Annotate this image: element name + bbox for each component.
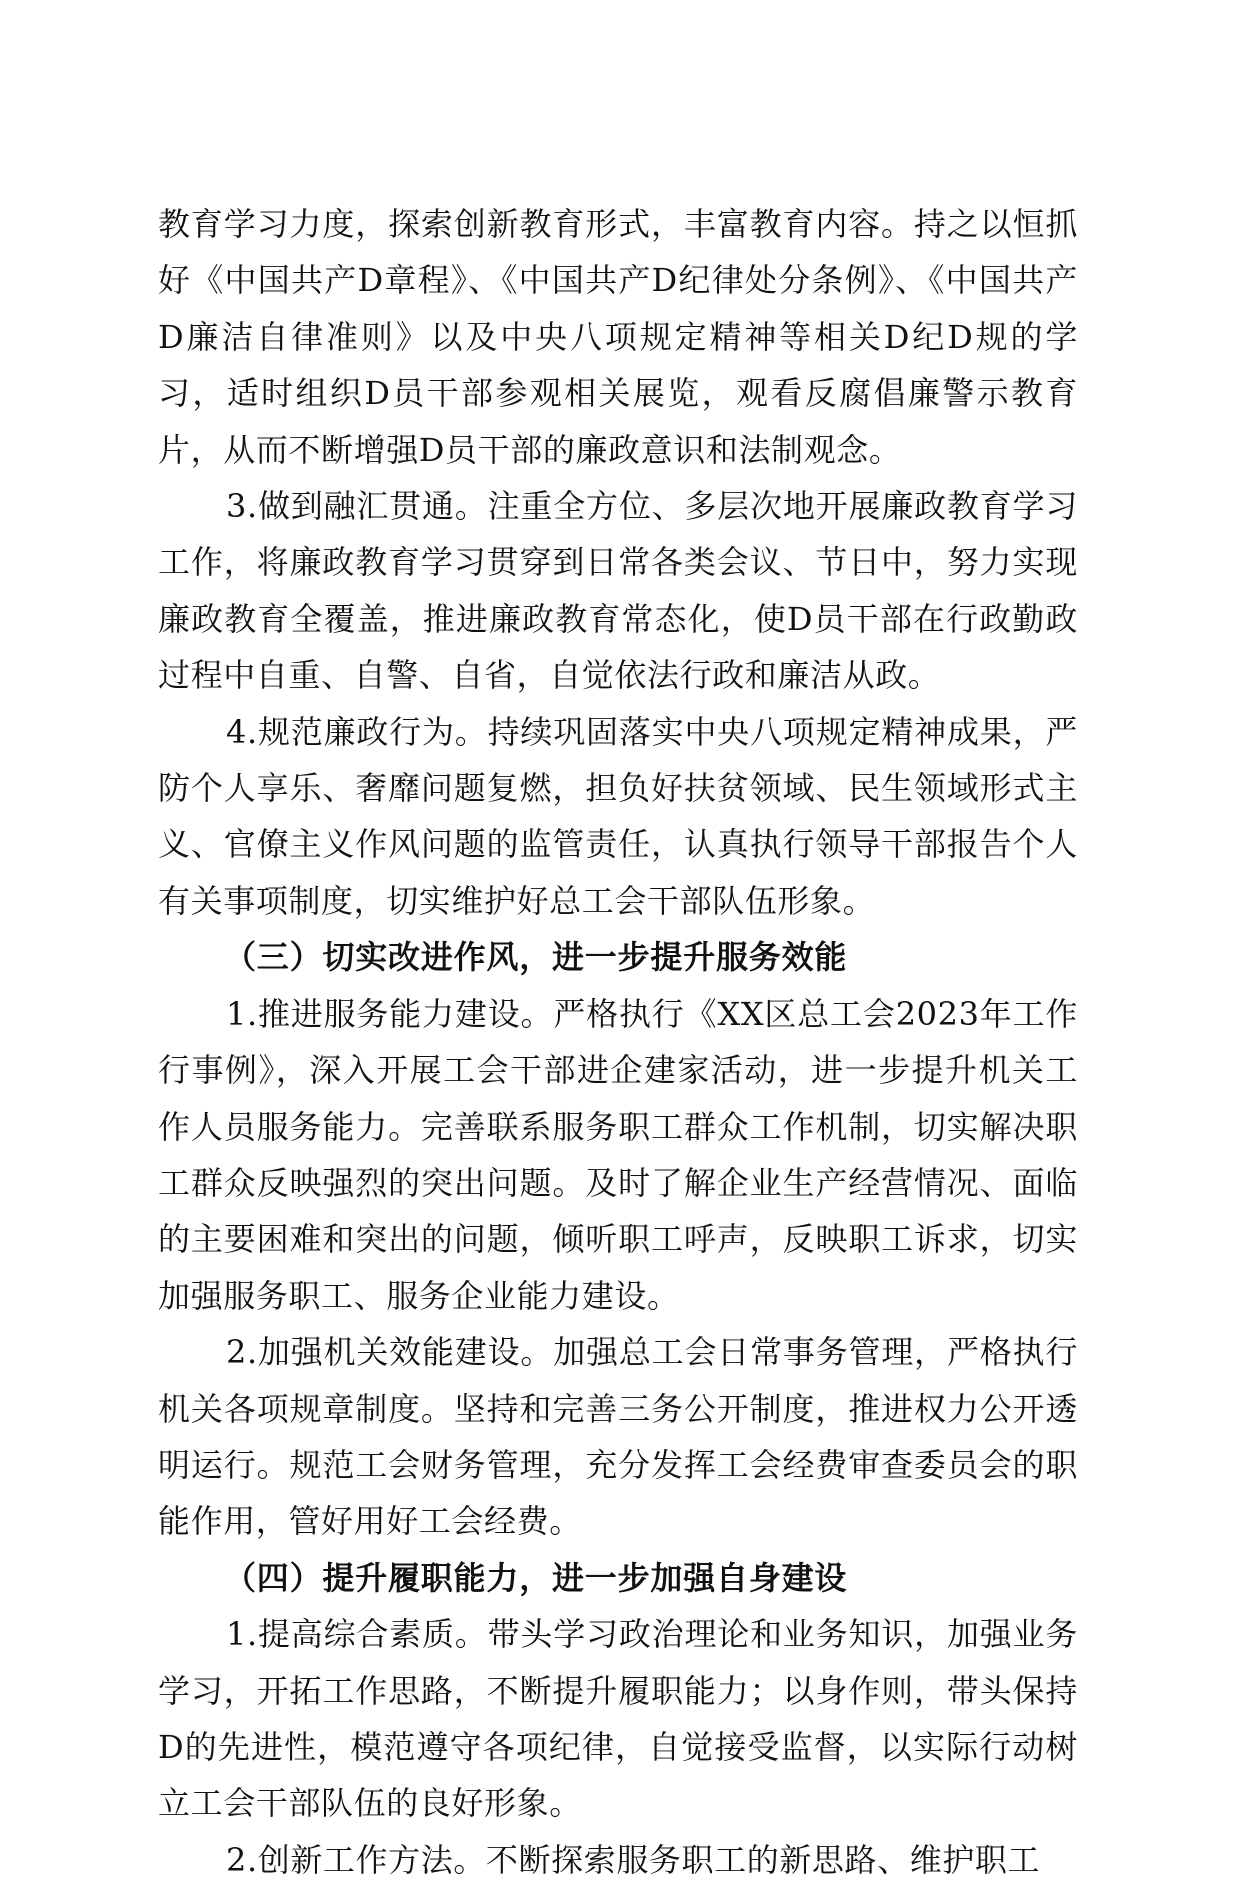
paragraph-4-1-quality: 1.提高综合素质。带头学习政治理论和业务知识，加强业务学习，开拓工作思路，不断提升履职能力；以身作则，带头保持D的先进性，模范遵守各项纪律，自觉接受监督，以实际行动树立工会干部队伍的良好形象。 xyxy=(158,1615,1078,1823)
paragraph-3-1-service-capacity: 1.推进服务能力建设。严格执行《XX区总工会2023年工作行事例》，深入开展工会干部进企建家活动，进一步提升机关工作人员服务能力。完善联系服务职工群众工作机制，切实解决职工群众反映强烈的突出问题。及时了解企业生产经营情况、面临的主要困难和突出的问题，倾听职工呼声，反映职工诉求，切实加强服务职工、服务企业能力建设。 xyxy=(158,994,1078,1315)
paragraph-4-2-methods: 2.创新工作方法。不断探索服务职工的新思路、维护职工 xyxy=(226,1840,1041,1879)
section-heading-3: （三）切实改进作风，进一步提升服务效能 xyxy=(224,938,848,977)
paragraph-item-3-integration: 3.做到融汇贯通。注重全方位、多层次地开展廉政教育学习工作，将廉政教育学习贯穿到日常各类会议、节日中，努力实现廉政教育全覆盖，推进廉政教育常态化，使D员干部在行政勤政过程中自重、自警、自省，自觉依法行政和廉洁从政。 xyxy=(158,487,1078,695)
paragraph-continuation: 教育学习力度，探索创新教育形式，丰富教育内容。持之以恒抓好《中国共产D章程》、《中国共产D纪律处分条例》、《中国共产D廉洁自律准则》以及中央八项规定精神等相关D纪D规的学习，适时组织D员干部参观相关展览，观看反腐倡廉警示教育片，从而不断增强D员干部的廉政意识和法制观念。 xyxy=(158,205,1078,469)
paragraph-item-4-conduct: 4.规范廉政行为。持续巩固落实中央八项规定精神成果，严防个人享乐、奢靡问题复燃，担负好扶贫领域、民生领域形式主义、官僚主义作风问题的监管责任，认真执行领导干部报告个人有关事项制度，切实维护好总工会干部队伍形象。 xyxy=(158,712,1078,920)
document-body xyxy=(158,196,1078,1888)
section-heading-4: （四）提升履职能力，进一步加强自身建设 xyxy=(224,1558,848,1597)
paragraph-3-2-efficiency: 2.加强机关效能建设。加强总工会日常事务管理，严格执行机关各项规章制度。坚持和完善三务公开制度，推进权力公开透明运行。规范工会财务管理，充分发挥工会经费审查委员会的职能作用，管好用好工会经费。 xyxy=(158,1333,1078,1541)
